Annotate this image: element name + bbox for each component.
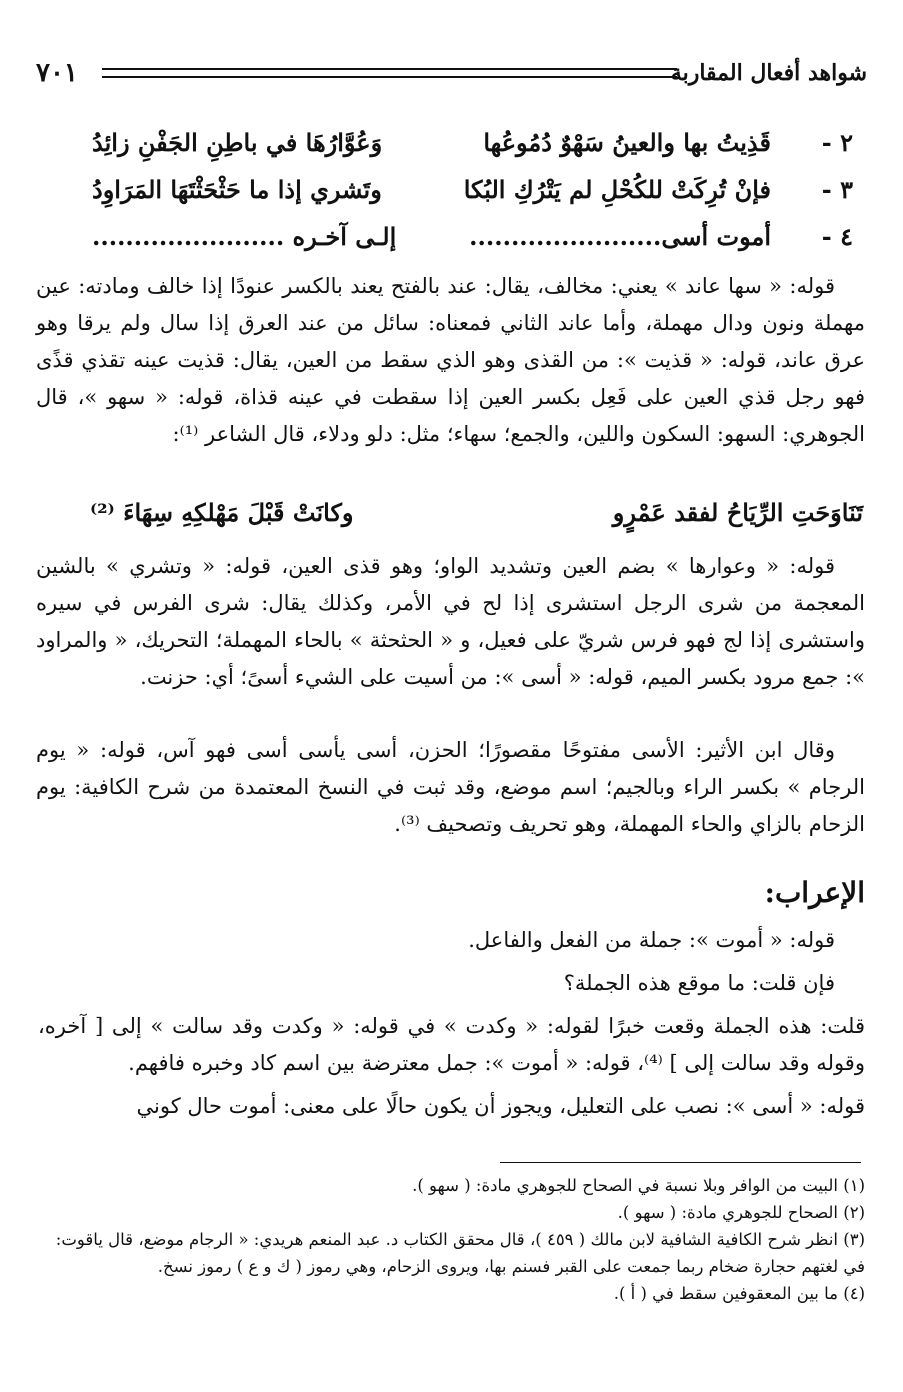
verse-first-hemistich: قَذِيتُ بها والعينُ سَهْوٌ دُمُوعُها — [483, 128, 771, 157]
page-number: ٧٠١ — [36, 58, 78, 88]
verse-line — [52, 222, 853, 262]
verse-first-hemistich: فإنْ تُرِكَتْ للكُحْلِ لم يَتْرُكِ البُكا — [463, 175, 771, 204]
cited-verse — [90, 498, 863, 540]
footnotes — [40, 1172, 865, 1307]
cited-verse-first-hemistich: تَنَاوَحَتِ الرِّيَاحُ لفقد عَمْرٍو — [612, 498, 863, 527]
footnote-separator — [500, 1162, 861, 1163]
verse-line — [52, 128, 853, 168]
verse-first-hemistich: أموت أسى....................... — [469, 222, 771, 251]
irab-paragraph: قوله: « أموت »: جملة من الفعل والفاعل. — [468, 928, 835, 952]
header-double-rule — [102, 68, 677, 78]
verse-second-hemistich: وتَشري إذا ما حَثْحَثْتَهَا المَرَاوِدُ — [92, 175, 382, 204]
cited-verse-second-hemistich: وكانَتْ قَبْلَ مَهْلكِهِ سِهَاءَ ⁽²⁾ — [90, 498, 354, 527]
irab-paragraph: قوله: « أسى »: نصب على التعليل، ويجوز أن يكون حالًا على معنى: أموت حال كوني — [136, 1094, 865, 1118]
running-header — [36, 58, 867, 94]
commentary-block — [36, 268, 865, 453]
verse-number: ٢ - — [821, 128, 853, 157]
section-heading: الإعراب: — [764, 876, 865, 909]
irab-paragraph: فإن قلت: ما موقع هذه الجملة؟ — [563, 971, 835, 995]
footnote: (٣) انظر شرح الكافية الشافية لابن مالك ( ٤٥٩ )، قال محقق الكتاب د. عبد المنعم هريدي: « الرجام موضع، قال ياقوت: في لغتهم حجارة ضخام ربما جمعت على القبر فسنم بها، ويروى الزحام، وهي رموز ( ك و ع ) رموز نسخ. — [55, 1230, 865, 1276]
verse-number: ٤ - — [821, 222, 853, 251]
commentary-block — [36, 548, 865, 696]
footnote: (١) البيت من الوافر وبلا نسبة في الصحاح للجوهري مادة: ( سهو ). — [412, 1176, 865, 1195]
verse-second-hemistich: إلـى آخـره ....................... — [92, 222, 397, 251]
irab-paragraph: قلت: هذه الجملة وقعت خبرًا لقوله: « وكدت » في قوله: « وكدت وقد سالت » إلى [ آخره، وقوله وقد سالت إلى ] ⁽⁴⁾، قوله: « أموت »: جمل معترضة بين اسم كاد وخبره فافهم. — [38, 1014, 865, 1075]
commentary-block — [36, 732, 865, 843]
commentary-paragraph: قوله: « وعوارها » بضم العين وتشديد الواو؛ وهو قذى العين، قوله: « وتشري » بالشين المعجمة من شرى الرجل استشرى إذا لح في الأمر، وكذلك يقال: شرى الفرس في سيره واستشرى إذا لج فهو فرس شريّ على فعيل، و « الحثحثة » بالحاء المهملة؛ التحريك، « والمراود »: جمع مرود بكسر الميم، قوله: « أسى »: من أسيت على الشيء أسىً؛ أي: حزنت. — [36, 554, 865, 689]
verse-number: ٣ - — [821, 175, 853, 204]
footnote: (٢) الصحاح للجوهري مادة: ( سهو ). — [617, 1203, 865, 1222]
header-title: شواهد أفعال المقاربة — [670, 60, 867, 86]
commentary-paragraph: قوله: « سها عاند » يعني: مخالف، يقال: عند بالفتح يعند بالكسر عنودًا إذا خالف ومادته: عين مهملة ونون ودال مهملة، وأما عاند الثاني فمعناه: سائل من عند العرق إذا سال ولم يرقا وهو عرق عاند، قوله: « قذيت »: من القذى وهو الذي سقط من العين، يقال: قذيت عينه تقذي قذًى فهو رجل قذي العين على فَعِل بكسر العين إذا سقطت في عينه قذاة، قوله: « سهو »، قال الجوهري: السهو: السكون واللين، والجمع؛ سهاء؛ مثل: دلو ودلاء، قال الشاعر ⁽¹⁾: — [36, 274, 865, 446]
verse-line — [52, 175, 853, 215]
commentary-paragraph: وقال ابن الأثير: الأسى مفتوحًا مقصورًا؛ الحزن، أسى يأسى أسى فهو آس، قوله: « يوم الرجام » بكسر الراء وبالجيم؛ اسم موضع، وقد ثبت في النسخ المعتمدة من شرح الكافية: يوم الزحام بالزاي والحاء المهملة، وهو تحريف وتصحيف ⁽³⁾. — [36, 738, 865, 836]
footnote: (٤) ما بين المعقوفين سقط في ( أ ). — [613, 1284, 865, 1303]
irab-section — [38, 922, 865, 1125]
verse-second-hemistich: وَعُوَّارُهَا في باطِنِ الجَفْنِ زائِدُ — [92, 128, 383, 157]
